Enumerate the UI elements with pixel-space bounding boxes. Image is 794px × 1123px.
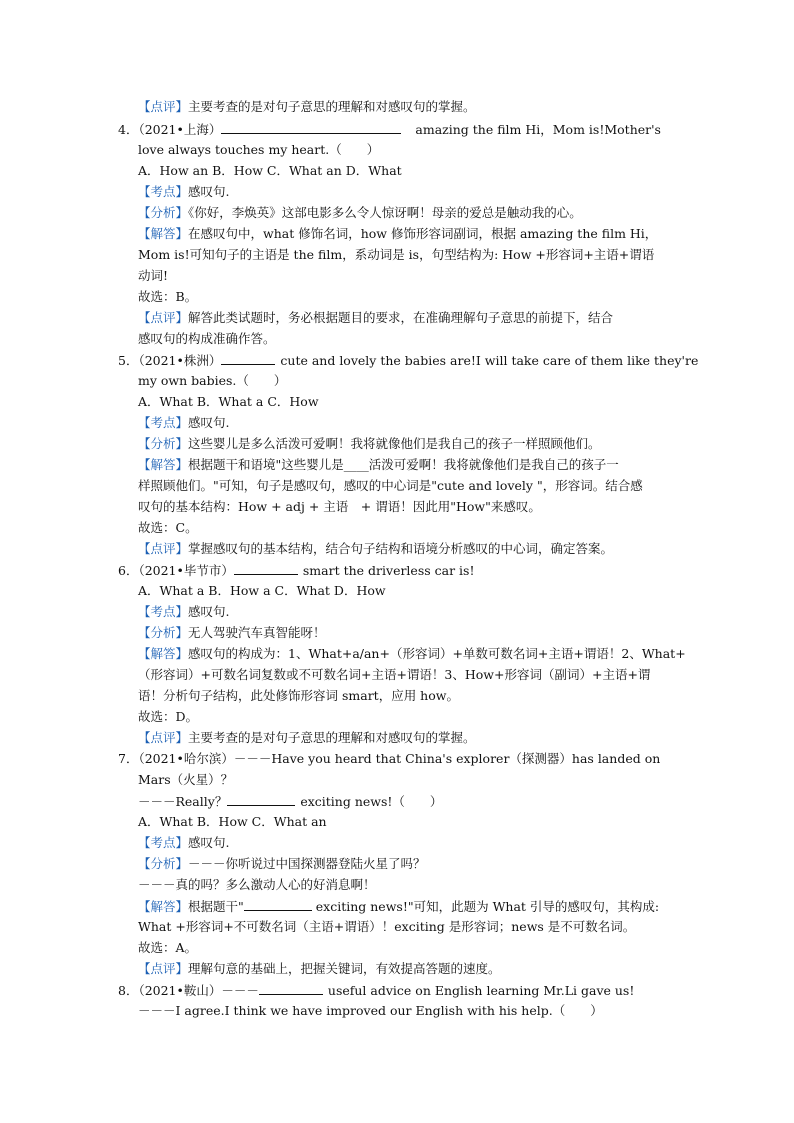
q7-stem-line2: Mars（火星）？ (138, 772, 234, 787)
q5-stem-text: cute and lovely the babies are!I will take care of them like they're (280, 353, 699, 368)
kaodian-tag: 【考点】 (138, 835, 189, 850)
jieda-text-after: exciting news!"可知，此题为 What 引导的感叹句，其构成: (315, 899, 660, 914)
jieda-text: 感叹句的构成为：1、What+a/an+（形容词）+单数可数名词+主语+谓语！2、What+ (188, 646, 686, 661)
q4-stem (118, 119, 661, 139)
q7-jieda-line2: What +形容词+不可数名词（主语+谓语）！exciting 是形容词；news 是不可数名词。 (138, 919, 636, 934)
fenxi-text: －－－你听说过中国探测器登陆火星了吗？ (188, 856, 426, 871)
q7-reply-text: exciting news!（ ） (300, 794, 443, 809)
fenxi-tag: 【分析】 (138, 856, 189, 871)
q4-blank (221, 119, 401, 134)
q4-kaodian (138, 182, 678, 202)
q4-jieda-line3: 动词! (138, 268, 169, 283)
q7-options: A．What B．How C．What an (138, 814, 327, 829)
q5-options: A．What B．What a C．How (138, 394, 319, 409)
jieda-text: 根据题干" (188, 899, 244, 914)
q7-jieda-blank (244, 896, 312, 911)
q6-answer: 故选：D。 (138, 709, 199, 724)
q4-options: A．How an B．How C．What an D．What (138, 163, 402, 178)
fenxi-text: 无人驾驶汽车真智能呀！ (188, 625, 326, 640)
jieda-tag: 【解答】 (138, 646, 189, 661)
q7-answer: 故选：A。 (138, 940, 198, 955)
q6-stem-text: smart the driverless car is! (302, 563, 475, 578)
fenxi-text: 《你好，李焕英》这部电影多么令人惊讶啊！母亲的爱总是触动我的心。 (188, 205, 582, 220)
kaodian-text: 感叹句. (188, 835, 230, 850)
q7-jieda-line1 (138, 896, 678, 916)
q7-stem-text: －－－Have you heard that China's explorer（探测器）has landed on (233, 751, 661, 766)
dianping-tag: 【点评】 (138, 730, 189, 745)
fenxi-text: 这些婴儿是多么活泼可爱啊！我将就像他们是我自己的孩子一样照顾他们。 (188, 436, 601, 451)
q7-reply-prefix: －－－Really？ (138, 794, 228, 809)
dianping-tag: 【点评】 (138, 961, 189, 976)
q5-stem (118, 350, 699, 370)
q7-number: 7．（2021•哈尔滨） (118, 751, 234, 766)
dianping-text: 解答此类试题时，务必根据题目的要求，在准确理解句子意思的前提下，结合 (188, 310, 614, 325)
jieda-text: 在感叹句中，what 修饰名词，how 修饰形容词副词，根据 amazing the film Hi， (188, 226, 658, 241)
kaodian-tag: 【考点】 (138, 604, 189, 619)
q5-fenxi (138, 434, 678, 454)
q5-jieda-line2: 样照顾他们。"可知，句子是感叹句，感叹的中心词是"cute and lovely "，形容词。结合感 (138, 478, 643, 493)
q4-dianping-line2: 感叹句的构成准确作答。 (138, 331, 276, 346)
q6-number: 6．（2021•毕节市） (118, 563, 234, 578)
q6-dianping-line1 (138, 728, 678, 748)
q6-kaodian (138, 602, 678, 622)
q8-stem-text: useful advice on English learning Mr.Li gave us! (327, 983, 635, 998)
q4-stem-text: amazing the film Hi，Mom is!Mother's (415, 122, 661, 137)
dianping-tag: 【点评】 (138, 310, 189, 325)
comment-tag: 【点评】 (138, 99, 189, 114)
comment-line (138, 97, 678, 117)
q7-kaodian (138, 833, 678, 853)
kaodian-text: 感叹句. (188, 415, 230, 430)
q5-kaodian (138, 413, 678, 433)
q6-jieda-line3: 语！分析句子结构，此处修饰形容词 smart，应用 how。 (138, 688, 459, 703)
q7-fenxi-line2: －－－真的吗？多么激动人心的好消息啊！ (138, 877, 376, 892)
q5-blank (221, 350, 275, 365)
q5-stem-line2: my own babies.（ ） (138, 373, 287, 388)
q4-jieda-line1 (138, 224, 678, 244)
q6-jieda-line1 (138, 644, 686, 664)
jieda-tag: 【解答】 (138, 226, 189, 241)
q6-stem (118, 560, 658, 580)
dianping-text: 主要考查的是对句子意思的理解和对感叹句的掌握。 (188, 730, 476, 745)
q8-blank (259, 980, 323, 995)
q5-dianping-line1 (138, 539, 678, 559)
kaodian-tag: 【考点】 (138, 415, 189, 430)
fenxi-tag: 【分析】 (138, 436, 189, 451)
fenxi-tag: 【分析】 (138, 625, 189, 640)
q4-fenxi (138, 203, 678, 223)
dianping-tag: 【点评】 (138, 541, 189, 556)
q5-jieda-line3: 叹句的基本结构：How + adj + 主语 + 谓语！因此用"How"来感叹。 (138, 499, 541, 514)
comment-text: 主要考查的是对句子意思的理解和对感叹句的掌握。 (188, 99, 476, 114)
q6-fenxi (138, 623, 678, 643)
q6-options: A．What a B．How a C．What D．How (138, 583, 386, 598)
q7-fenxi (138, 854, 678, 874)
q7-stem (118, 749, 661, 769)
dianping-text: 掌握感叹句的基本结构，结合句子结构和语境分析感叹的中心词，确定答案。 (188, 541, 614, 556)
q4-dianping-line1 (138, 308, 678, 328)
jieda-tag: 【解答】 (138, 899, 189, 914)
q8-number: 8．（2021•鞍山）－－－ (118, 983, 259, 998)
jieda-tag: 【解答】 (138, 457, 189, 472)
q8-stem-line2: －－－I agree.I think we have improved our English with his help.（ ） (138, 1003, 603, 1018)
q5-answer: 故选：C。 (138, 520, 198, 535)
q7-stem-line3 (138, 791, 678, 811)
jieda-text: 根据题干和语境"这些婴儿是____活泼可爱啊！我将就像他们是我自己的孩子一 (188, 457, 619, 472)
q4-stem-line2: love always touches my heart.（ ） (138, 142, 380, 157)
dianping-text: 理解句意的基础上，把握关键词，有效提高答题的速度。 (188, 961, 501, 976)
kaodian-text: 感叹句. (188, 604, 230, 619)
kaodian-text: 感叹句. (188, 184, 230, 199)
q5-number: 5．（2021•株洲） (118, 353, 222, 368)
fenxi-tag: 【分析】 (138, 205, 189, 220)
q6-blank (234, 560, 298, 575)
q4-answer: 故选：B。 (138, 289, 198, 304)
q8-stem (118, 980, 658, 1000)
q7-dianping-line1 (138, 959, 678, 979)
q6-jieda-line2: （形容词）+可数名词复数或不可数名词+主语+谓语！3、How+形容词（副词）+主语+谓 (138, 667, 651, 682)
q5-jieda-line1 (138, 455, 678, 475)
q7-blank (227, 791, 295, 806)
q4-number: 4．（2021•上海） (118, 122, 222, 137)
q4-jieda-line2: Mom is!可知句子的主语是 the film，系动词是 is，句型结构为: How +形容词+主语+谓语 (138, 247, 655, 262)
kaodian-tag: 【考点】 (138, 184, 189, 199)
